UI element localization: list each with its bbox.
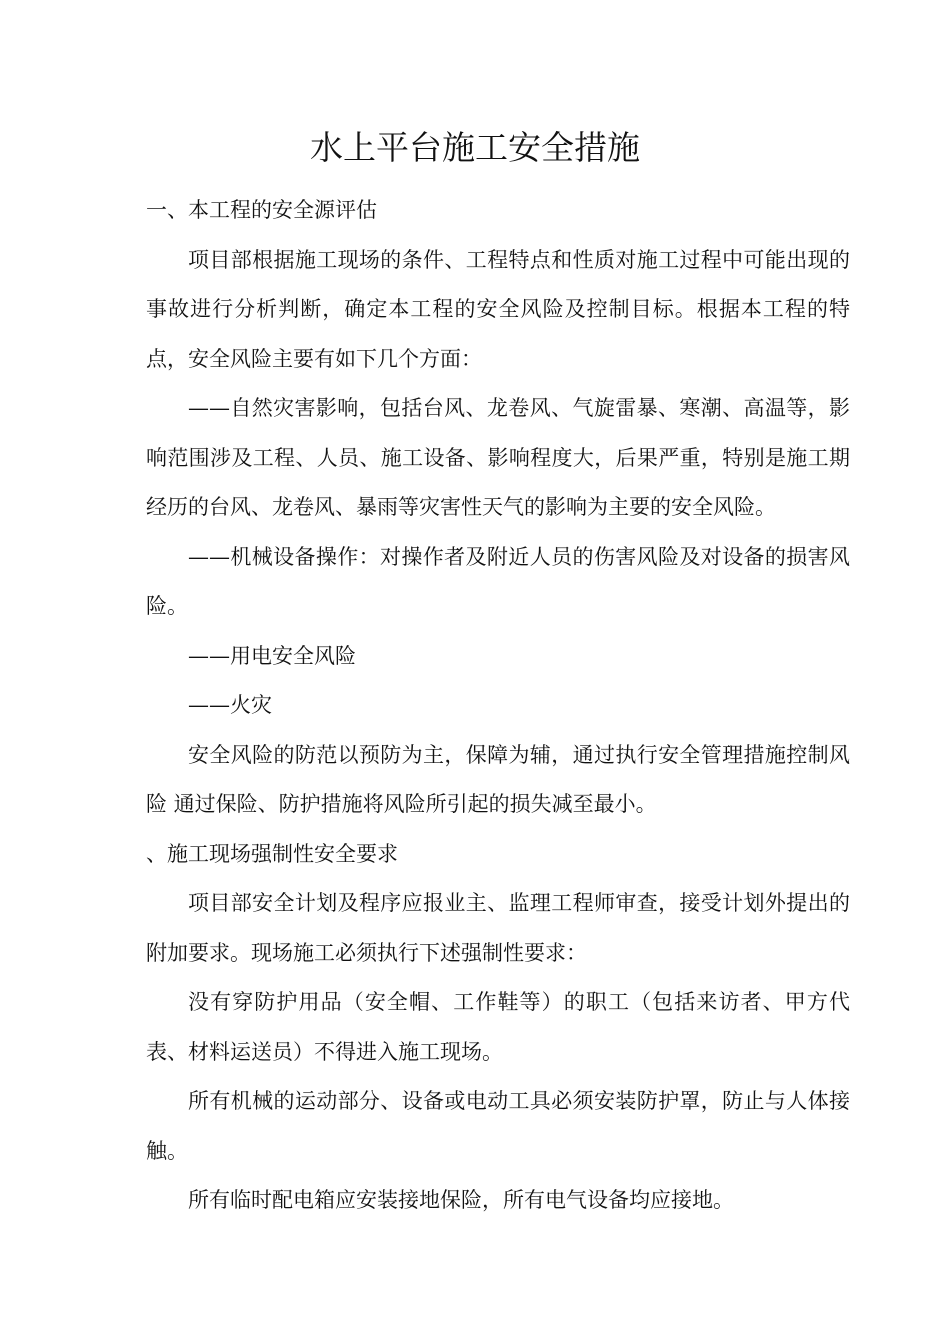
paragraph-fire: ——火灾 (188, 693, 272, 717)
document-body (146, 186, 850, 1226)
paragraph-guards: 所有机械的运动部分、设备或电动工具必须安装防护罩，防止与人体接触。 (146, 1089, 850, 1163)
paragraph-electrical: ——用电安全风险 (188, 643, 356, 668)
paragraph-safety-plan: 项目部安全计划及程序应报业主、监理工程师审查，接受计划外提出的附加要求。现场施工必须执行下述强制性要求： (146, 891, 850, 965)
section-heading-2: 、施工现场强制性安全要求 (146, 841, 398, 866)
paragraph-grounding: 所有临时配电箱应安装接地保险，所有电气设备均应接地。 (188, 1188, 734, 1212)
paragraph-machinery: ——机械设备操作：对操作者及附近人员的伤害风险及对设备的损害风险。 (146, 544, 850, 618)
document-title: 水上平台施工安全措施 (310, 128, 640, 167)
paragraph-risk-assessment: 项目部根据施工现场的条件、工程特点和性质对施工过程中可能出现的事故进行分析判断，确定本工程的安全风险及控制目标。根据本工程的特点，安全风险主要有如下几个方面： (146, 247, 850, 371)
section-heading-1: 一、本工程的安全源评估 (146, 198, 377, 222)
paragraph-prevention: 安全风险的防范以预防为主，保障为辅，通过执行安全管理措施控制风险 通过保险、防护措施将风险所引起的损失减至最小。 (146, 742, 850, 816)
paragraph-protective-gear: 没有穿防护用品（安全帽、工作鞋等）的职工（包括来访者、甲方代表、材料运送员）不得进入施工现场。 (146, 990, 850, 1064)
paragraph-natural-disaster: ——自然灾害影响，包括台风、龙卷风、气旋雷暴、寒潮、高温等，影响范围涉及工程、人员、施工设备、影响程度大，后果严重，特别是施工期经历的台风、龙卷风、暴雨等灾害性天气的影响为主要的安全风险。 (146, 396, 850, 519)
